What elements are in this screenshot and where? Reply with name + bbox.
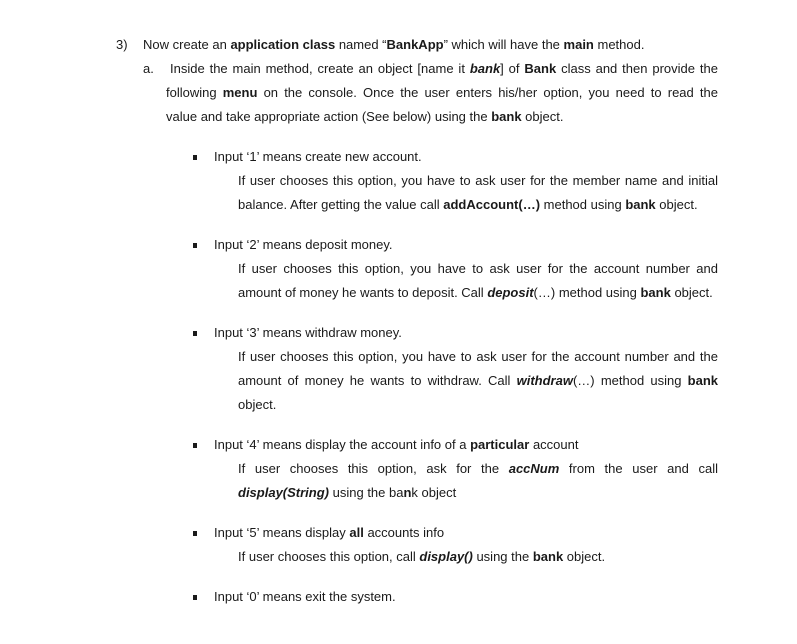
option-5-title: Input ‘5’ means display all accounts info xyxy=(214,525,445,540)
option-1-desc-1: If user chooses this option, you have to ask user for the member name and initial xyxy=(238,173,718,188)
option-3-desc-2: amount of money he wants to withdraw. Call withdraw(…) method using bank xyxy=(238,373,718,388)
sub-a-line-2: following menu on the console. Once the user enters his/her option, you need to read the xyxy=(166,85,718,100)
bullet-icon xyxy=(193,155,197,160)
item-3-text: Now create an application class named “BankApp” which will have the main method. xyxy=(143,37,645,52)
option-4-desc-2: display(String) using the bank object xyxy=(238,485,457,500)
option-0-title: Input ‘0’ means exit the system. xyxy=(214,589,396,604)
option-2-title: Input ‘2’ means deposit money. xyxy=(214,237,393,252)
option-1-title: Input ‘1’ means create new account. xyxy=(214,149,422,164)
option-2-desc-1: If user chooses this option, you have to ask user for the account number and xyxy=(238,261,718,276)
sub-item-letter: a. xyxy=(143,61,154,76)
option-2-desc-2: amount of money he wants to deposit. Call deposit(…) method using bank object. xyxy=(238,285,713,300)
sub-a-line-1: Inside the main method, create an object [name it bank] of Bank class and then provide the xyxy=(170,61,718,76)
option-3-desc-1: If user chooses this option, you have to ask user for the account number and the xyxy=(238,349,718,364)
option-4-desc-1: If user chooses this option, ask for the accNum from the user and call xyxy=(238,461,719,476)
bullet-icon xyxy=(193,243,197,248)
option-3-title: Input ‘3’ means withdraw money. xyxy=(214,325,402,340)
sub-a-line-3: value and take appropriate action (See below) using the bank object. xyxy=(166,109,564,124)
option-4-title: Input ‘4’ means display the account info of a particular account xyxy=(214,437,579,452)
option-5-desc-1: If user chooses this option, call display() using the bank object. xyxy=(238,549,606,564)
item-number: 3) xyxy=(116,37,128,52)
option-1-desc-2: balance. After getting the value call addAccount(…) method using bank object. xyxy=(238,197,698,212)
option-3-desc-3: object. xyxy=(238,397,277,412)
bullet-icon xyxy=(193,595,197,600)
bullet-icon xyxy=(193,443,197,448)
bullet-icon xyxy=(193,331,197,336)
bullet-icon xyxy=(193,531,197,536)
